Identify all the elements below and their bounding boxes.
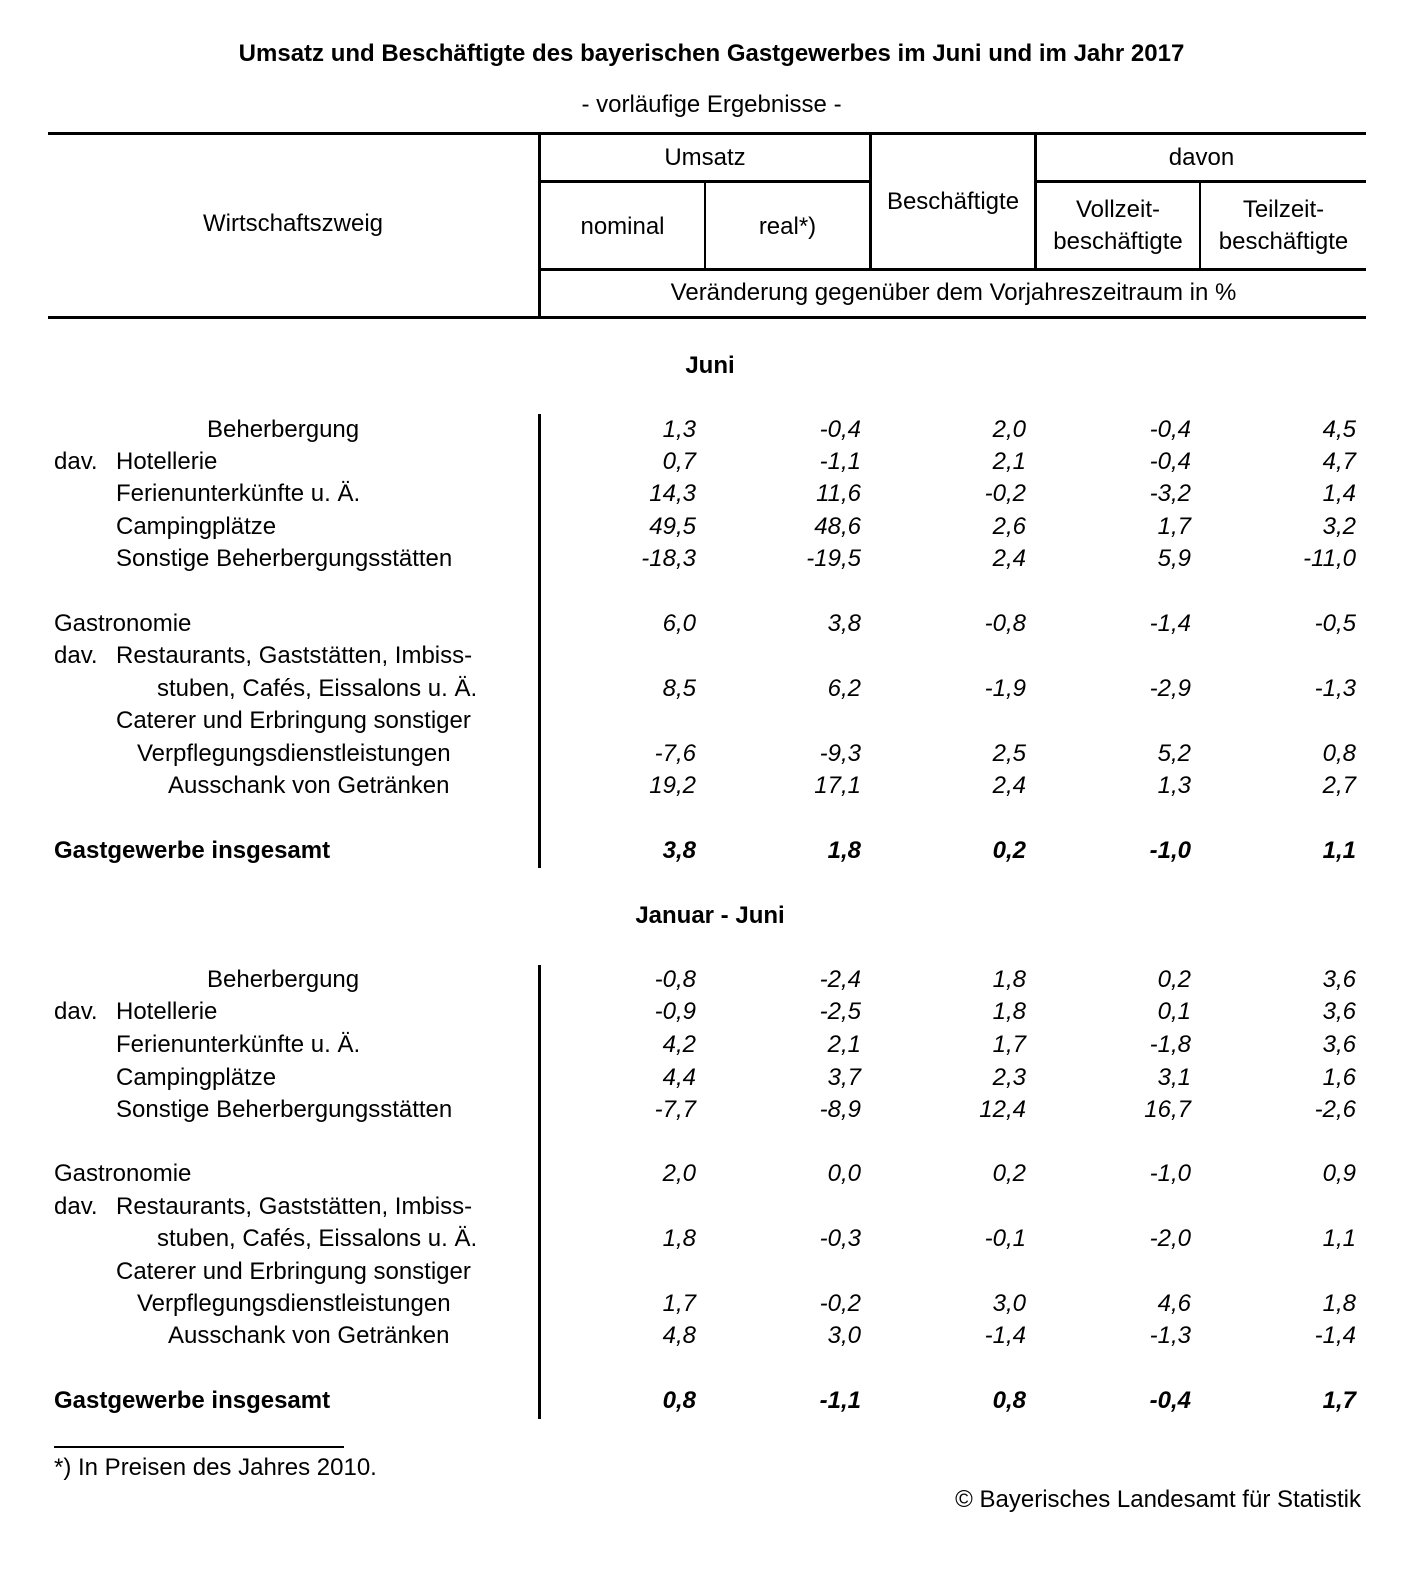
table-row: [0, 416, 1423, 448]
row-value: 6,0: [662, 610, 696, 637]
row-value: 0,8: [662, 1387, 696, 1414]
row-value: 2,4: [992, 772, 1026, 799]
row-label: Restaurants, Gaststätten, Imbiss-: [116, 1193, 473, 1220]
row-label: Verpflegungsdienstleistungen: [137, 740, 451, 767]
row-value: -1,9: [984, 675, 1026, 702]
row-value: 2,0: [992, 416, 1026, 443]
header-bottom-rule: [48, 316, 1366, 319]
footnote: *) In Preisen des Jahres 2010.: [54, 1454, 377, 1481]
table-row: [0, 1258, 1423, 1290]
row-label: Hotellerie: [116, 998, 218, 1025]
row-prefix: dav.: [54, 448, 98, 475]
row-value: 19,2: [649, 772, 696, 799]
row-value: 1,4: [1322, 480, 1356, 507]
row-value: -7,7: [654, 1096, 696, 1123]
row-label: Campingplätze: [116, 1064, 277, 1091]
row-value: 0,9: [1322, 1160, 1356, 1187]
row-label: Gastgewerbe insgesamt: [54, 837, 331, 864]
row-value: -1,1: [819, 448, 861, 475]
row-label: Caterer und Erbringung sonstiger: [116, 1258, 471, 1285]
row-value: 0,8: [992, 1387, 1026, 1414]
header-teilzeit-line2: beschäftigte: [1218, 228, 1349, 255]
row-value: 2,1: [827, 1031, 861, 1058]
row-value: 1,8: [662, 1225, 696, 1252]
row-value: 11,6: [816, 480, 861, 507]
page-title: Umsatz und Beschäftigte des bayerischen Gastgewerbes im Juni und im Jahr 2017: [238, 40, 1185, 67]
row-value: 0,2: [1157, 966, 1191, 993]
row-value: 3,6: [1322, 966, 1356, 993]
row-value: 4,7: [1322, 448, 1356, 475]
table-row: [0, 1193, 1423, 1225]
header-unit: Veränderung gegenüber dem Vorjahreszeitraum in %: [670, 279, 1237, 306]
row-value: 1,7: [1322, 1387, 1356, 1414]
row-value: 0,0: [827, 1160, 861, 1187]
row-value: -0,2: [984, 480, 1026, 507]
row-value: 1,1: [1322, 837, 1356, 864]
row-value: 3,0: [992, 1290, 1026, 1317]
row-value: 49,5: [649, 513, 696, 540]
row-value: 4,4: [662, 1064, 696, 1091]
row-prefix: dav.: [54, 642, 98, 669]
page-subtitle: - vorläufige Ergebnisse -: [581, 91, 842, 118]
row-label: Restaurants, Gaststätten, Imbiss-: [116, 642, 473, 669]
row-value: 12,4: [979, 1096, 1026, 1123]
row-value: 1,8: [992, 966, 1026, 993]
row-value: 6,2: [827, 675, 861, 702]
row-value: -2,4: [819, 966, 861, 993]
row-value: -7,6: [654, 740, 696, 767]
row-value: -0,4: [1149, 416, 1191, 443]
row-value: 1,7: [992, 1031, 1026, 1058]
row-value: -0,4: [819, 416, 861, 443]
row-label: Ausschank von Getränken: [168, 772, 450, 799]
table-row: [0, 740, 1423, 772]
row-value: 3,7: [827, 1064, 861, 1091]
header-umsatz: Umsatz: [664, 144, 746, 171]
row-label: Gastronomie: [54, 610, 192, 637]
row-value: -2,9: [1149, 675, 1191, 702]
row-value: 1,7: [662, 1290, 696, 1317]
row-value: -1,4: [1314, 1322, 1356, 1349]
row-label: Sonstige Beherbergungsstätten: [116, 1096, 453, 1123]
header-real: real*): [758, 213, 817, 240]
row-value: -19,5: [806, 545, 861, 572]
section-title-juni: Juni: [685, 352, 735, 379]
row-value: 3,2: [1322, 513, 1356, 540]
row-value: -0,8: [984, 610, 1026, 637]
row-value: -0,9: [654, 998, 696, 1025]
row-value: -0,1: [984, 1225, 1026, 1252]
row-value: 3,6: [1322, 1031, 1356, 1058]
row-prefix: dav.: [54, 1193, 98, 1220]
table-row: [0, 1322, 1423, 1354]
row-value: 2,3: [992, 1064, 1026, 1091]
section-title-januar-juni: Januar - Juni: [635, 902, 785, 929]
table-row: [0, 966, 1423, 998]
row-value: 8,5: [662, 675, 696, 702]
header-vollzeit: [1037, 194, 1199, 258]
table-row: [0, 610, 1423, 642]
row-value: -0,4: [1149, 448, 1191, 475]
row-value: 2,0: [662, 1160, 696, 1187]
header-vollzeit-line1: Vollzeit-: [1075, 196, 1161, 223]
row-value: -11,0: [1303, 545, 1356, 572]
row-value: -0,4: [1149, 1387, 1191, 1414]
row-value: -0,2: [819, 1290, 861, 1317]
row-value: 16,7: [1144, 1096, 1191, 1123]
row-value: 1,3: [662, 416, 696, 443]
row-value: 1,8: [992, 998, 1026, 1025]
row-label: Caterer und Erbringung sonstiger: [116, 707, 471, 734]
table-row: [0, 675, 1423, 707]
row-value: 0,8: [1322, 740, 1356, 767]
row-value: 1,6: [1322, 1064, 1356, 1091]
table-row: [0, 1290, 1423, 1322]
row-label: stuben, Cafés, Eissalons u. Ä.: [157, 675, 478, 702]
row-label: Beherbergung: [207, 416, 360, 443]
row-value: 4,6: [1157, 1290, 1191, 1317]
row-value: 48,6: [814, 513, 861, 540]
table-row: [0, 513, 1423, 545]
row-value: 3,0: [827, 1322, 861, 1349]
row-value: 2,6: [992, 513, 1026, 540]
table-row: [0, 448, 1423, 480]
row-label: Ferienunterkünfte u. Ä.: [116, 480, 361, 507]
table-row: [0, 480, 1423, 512]
row-value: -1,4: [1149, 610, 1191, 637]
row-value: 4,2: [662, 1031, 696, 1058]
row-value: 1,7: [1157, 513, 1191, 540]
table-row: [0, 1096, 1423, 1128]
table-row: [0, 1031, 1423, 1063]
row-label: Sonstige Beherbergungsstätten: [116, 545, 453, 572]
header-davon: davon: [1168, 144, 1235, 171]
row-label: stuben, Cafés, Eissalons u. Ä.: [157, 1225, 478, 1252]
row-value: -1,0: [1149, 1160, 1191, 1187]
row-value: 17,1: [814, 772, 861, 799]
row-value: -2,0: [1149, 1225, 1191, 1252]
row-value: -1,1: [819, 1387, 861, 1414]
row-value: 3,8: [662, 837, 696, 864]
row-value: 5,9: [1157, 545, 1191, 572]
row-value: 3,1: [1157, 1064, 1191, 1091]
row-label: Hotellerie: [116, 448, 218, 475]
table-row: [0, 545, 1423, 577]
row-value: -1,0: [1149, 837, 1191, 864]
header-vollzeit-line2: beschäftigte: [1053, 228, 1183, 255]
copyright: © Bayerisches Landesamt für Statistik: [955, 1486, 1361, 1513]
row-value: 4,8: [662, 1322, 696, 1349]
row-value: 1,1: [1322, 1225, 1356, 1252]
row-value: -9,3: [819, 740, 861, 767]
header-top-rule: [48, 132, 1366, 135]
row-value: 0,1: [1157, 998, 1191, 1025]
row-value: 0,2: [992, 1160, 1026, 1187]
table-row: [0, 707, 1423, 739]
row-value: 0,7: [662, 448, 696, 475]
header-teilzeit: [1201, 194, 1366, 258]
row-label: Ausschank von Getränken: [168, 1322, 450, 1349]
row-label: Ferienunterkünfte u. Ä.: [116, 1031, 361, 1058]
row-value: -0,5: [1314, 610, 1356, 637]
row-value: -0,3: [819, 1225, 861, 1252]
footnote-rule: [54, 1446, 344, 1448]
davon-underline: [1036, 180, 1366, 183]
header-branch: Wirtschaftszweig: [202, 210, 384, 237]
row-label: Beherbergung: [207, 966, 360, 993]
total-row: [0, 1387, 1423, 1419]
row-value: 4,5: [1322, 416, 1356, 443]
row-value: 2,5: [992, 740, 1026, 767]
subheader-underline: [540, 268, 1366, 271]
row-value: -1,3: [1149, 1322, 1191, 1349]
row-value: -1,4: [984, 1322, 1026, 1349]
row-value: 14,3: [649, 480, 696, 507]
header-nominal: nominal: [580, 213, 665, 240]
row-value: -1,3: [1314, 675, 1356, 702]
total-row: [0, 837, 1423, 869]
table-row: [0, 1160, 1423, 1192]
row-value: 5,2: [1157, 740, 1191, 767]
row-value: 1,8: [1322, 1290, 1356, 1317]
row-value: -2,6: [1314, 1096, 1356, 1123]
row-value: 2,7: [1322, 772, 1356, 799]
header-teilzeit-line1: Teilzeit-: [1242, 196, 1325, 223]
row-value: 2,1: [992, 448, 1026, 475]
row-value: -0,8: [654, 966, 696, 993]
table-row: [0, 642, 1423, 674]
row-label: Campingplätze: [116, 513, 277, 540]
row-value: 0,2: [992, 837, 1026, 864]
row-value: -2,5: [819, 998, 861, 1025]
row-value: 2,4: [992, 545, 1026, 572]
row-value: -18,3: [641, 545, 696, 572]
table-row: [0, 772, 1423, 804]
row-value: -1,8: [1149, 1031, 1191, 1058]
row-value: 1,3: [1157, 772, 1191, 799]
row-label: Verpflegungsdienstleistungen: [137, 1290, 451, 1317]
row-label: Gastronomie: [54, 1160, 192, 1187]
table-row: [0, 998, 1423, 1030]
row-prefix: dav.: [54, 998, 98, 1025]
row-value: 3,8: [827, 610, 861, 637]
table-row: [0, 1225, 1423, 1257]
row-value: -3,2: [1149, 480, 1191, 507]
row-label: Gastgewerbe insgesamt: [54, 1387, 331, 1414]
row-value: 1,8: [827, 837, 861, 864]
row-value: -8,9: [819, 1096, 861, 1123]
header-beschaeftigte: Beschäftigte: [886, 188, 1020, 215]
row-value: 3,6: [1322, 998, 1356, 1025]
table-row: [0, 1064, 1423, 1096]
